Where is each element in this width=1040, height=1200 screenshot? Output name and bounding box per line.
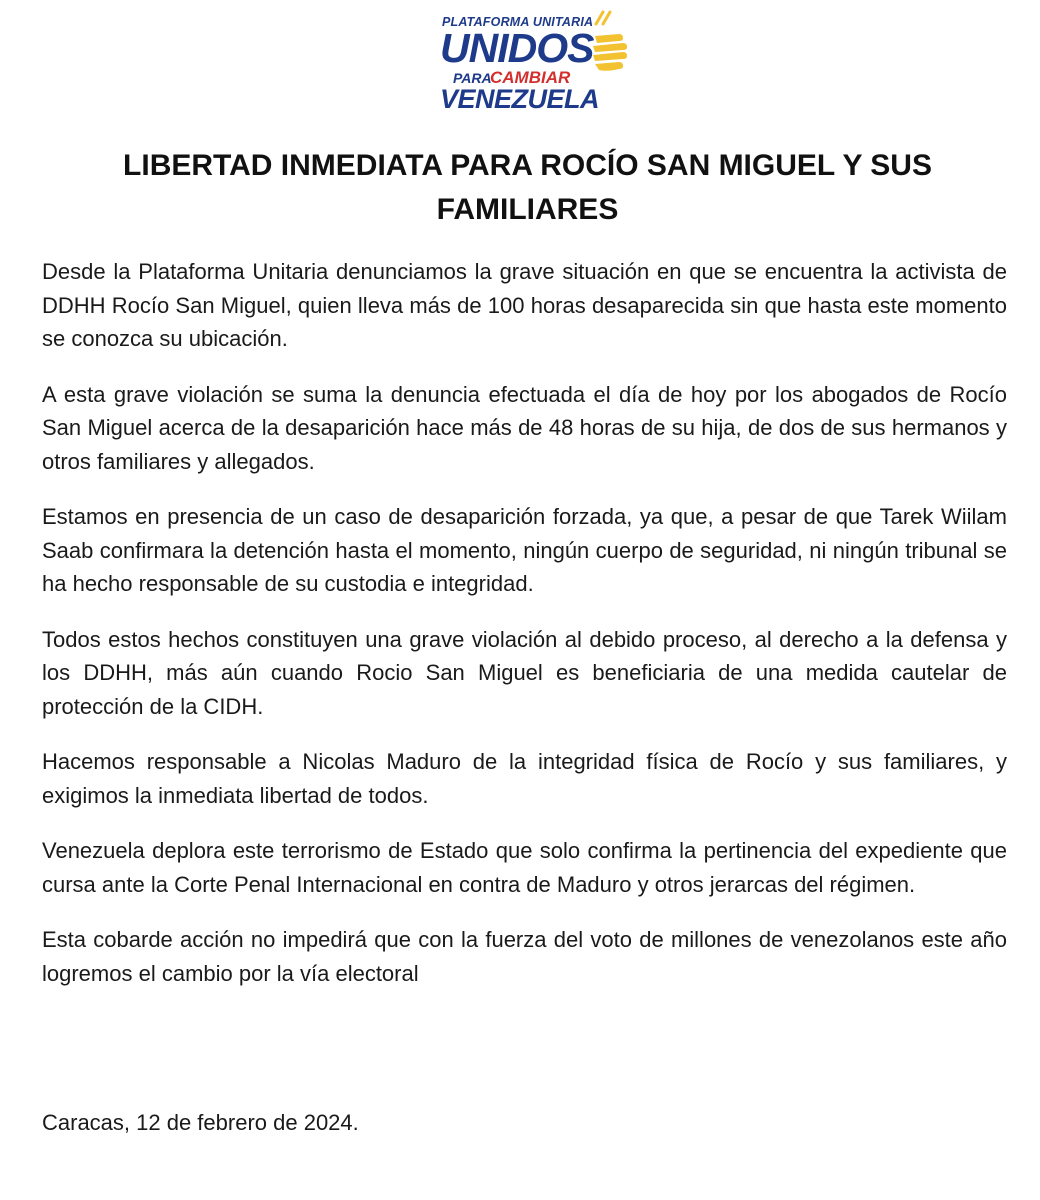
document-body xyxy=(42,255,1007,1012)
raised-hand-icon xyxy=(585,10,635,82)
logo-cambiar-word: CAMBIAR xyxy=(490,68,571,87)
paragraph: A esta grave violación se suma la denuncia efectuada el día de hoy por los abogados de Rocío San Miguel acerca de la desaparición hace más de 48 horas de su hija, de dos de sus hermanos y otros familiares y allegados. xyxy=(42,381,1007,474)
paragraph: Esta cobarde acción no impedirá que con la fuerza del voto de millones de venezolanos este año logremos el cambio por la vía electoral xyxy=(42,927,1007,986)
paragraph: Venezuela deplora este terrorismo de Estado que solo confirma la pertinencia del expediente que cursa ante la Corte Penal Internacional en contra de Maduro y otros jerarcas del régimen. xyxy=(42,838,1007,897)
logo-top-line: PLATAFORMA UNITARIA xyxy=(442,15,594,29)
paragraph: Desde la Plataforma Unitaria denunciamos la grave situación en que se encuentra la activista de DDHH Rocío San Miguel, quien lleva más de 100 horas desaparecida sin que hasta este momento se conozca su ubicación. xyxy=(42,259,1007,351)
logo-country-word: VENEZUELA xyxy=(440,84,600,114)
paragraph: Todos estos hechos constituyen una grave violación al debido proceso, al derecho a la defensa y los DDHH, más aún cuando Rocio San Miguel es beneficiaria de una medida cautelar de protección de la CIDH. xyxy=(42,626,1007,719)
document-title: LIBERTAD INMEDIATA PARA ROCÍO SAN MIGUEL Y SUS FAMILIARES xyxy=(123,149,932,226)
paragraph: Hacemos responsable a Nicolas Maduro de la integridad física de Rocío y sus familiares, y exigimos la inmediata libertad de todos. xyxy=(42,749,1007,808)
logo-para-word: PARA xyxy=(453,70,492,86)
dateline: Caracas, 12 de febrero de 2024. xyxy=(42,1110,359,1135)
organization-logo xyxy=(430,8,640,118)
paragraph: Estamos en presencia de un caso de desaparición forzada, ya que, a pesar de que Tarek Wiilam Saab confirmara la detención hasta el momento, ningún cuerpo de seguridad, ni ningún tribunal se ha hecho responsable de su custodia e integridad. xyxy=(42,504,1007,596)
logo-main-word: UNIDOS xyxy=(440,25,594,71)
